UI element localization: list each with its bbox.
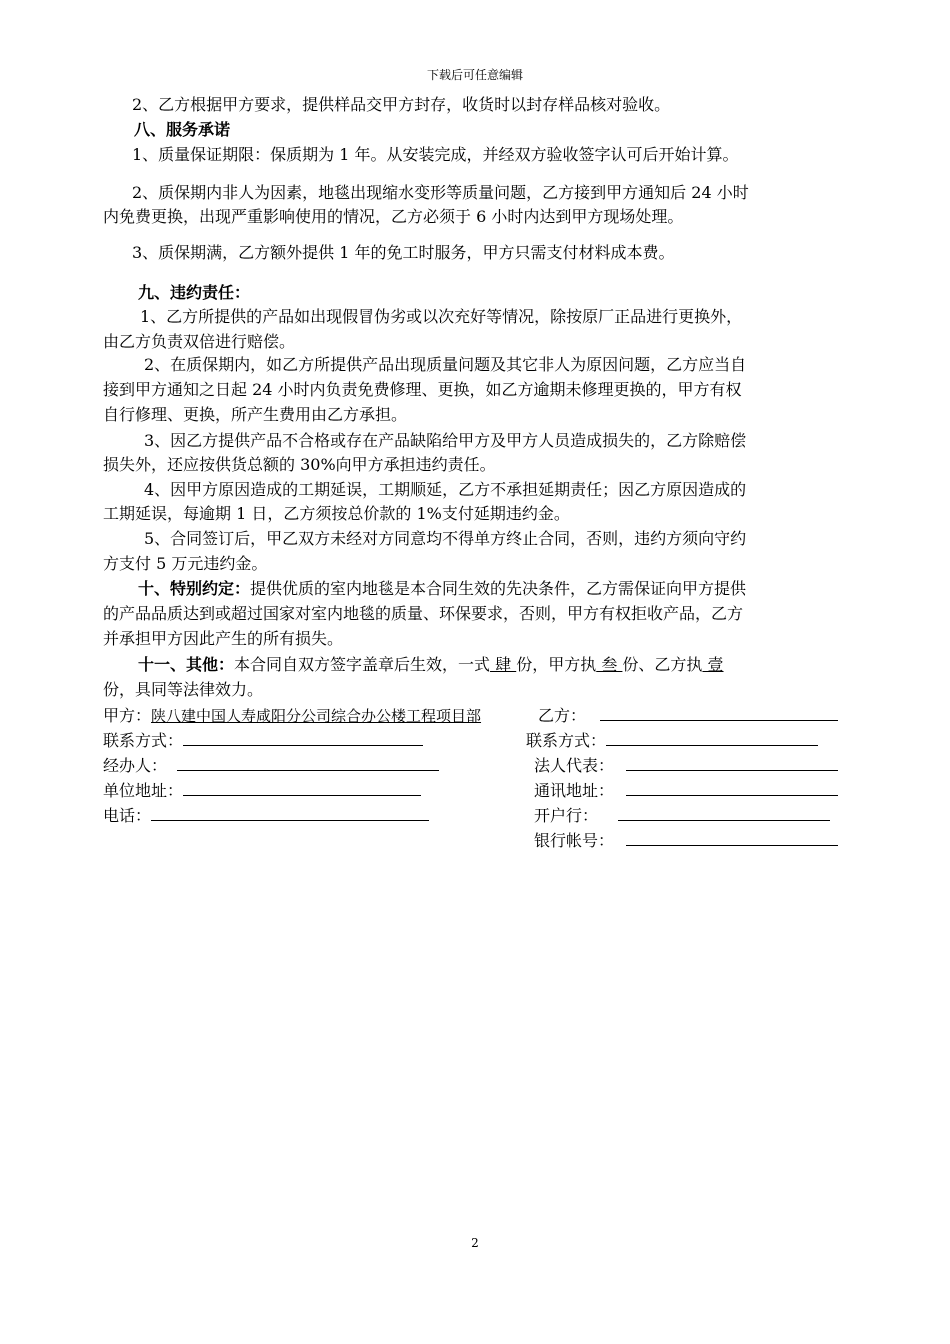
contact-a-label: 联系方式： [103, 731, 184, 750]
phone-label: 电话： [103, 806, 152, 825]
bank-row [534, 803, 830, 826]
clause-8-2-line2: 内免费更换，出现严重影响使用的情况，乙方必须于 6 小时内达到甲方现场处理。 [103, 207, 684, 226]
clause-8-1: 1、质量保证期限：保质期为 1 年。从安装完成，并经双方验收签字认可后开始计算。 [132, 145, 739, 164]
clause-9-1-line2: 由乙方负责双倍进行赔偿。 [103, 332, 296, 351]
clause-7-2: 2、乙方根据甲方要求，提供样品交甲方封存，收货时以封存样品核对验收。 [132, 95, 671, 114]
copies-party-b: 壹 [702, 655, 724, 674]
account-label: 银行帐号： [534, 831, 615, 850]
clause-8-3: 3、质保期满，乙方额外提供 1 年的免工时服务，甲方只需支付材料成本费。 [132, 243, 675, 262]
clause-9-5-line1: 5、合同签订后，甲乙双方未经对方同意均不得单方终止合同，否则，违约方须向守约 [144, 529, 747, 548]
section-9-title: 九、违约责任： [138, 283, 251, 302]
bank-field[interactable] [618, 806, 830, 821]
section-11-line2: 份，具同等法律效力。 [103, 680, 264, 699]
section-11-line1 [138, 652, 724, 675]
party-b-label: 乙方： [538, 706, 587, 725]
page-number: 2 [471, 1236, 479, 1250]
address-field[interactable] [183, 781, 421, 796]
clause-9-3-line1: 3、因乙方提供产品不合格或存在产品缺陷给甲方及甲方人员造成损失的，乙方除赔偿 [144, 431, 747, 450]
clause-9-4-line2: 工期延误，每逾期 1 日，乙方须按总价款的 1%支付延期违约金。 [103, 504, 570, 523]
legal-rep-row [534, 753, 838, 776]
phone-row [103, 803, 429, 826]
clause-9-2-line1: 2、在质保期内，如乙方所提供产品出现质量问题及其它非人为原因问题，乙方应当自 [144, 355, 747, 374]
clause-9-3-line2: 损失外，还应按供货总额的 30%向甲方承担违约责任。 [103, 455, 496, 474]
clause-9-4-line1: 4、因甲方原因造成的工期延误，工期顺延，乙方不承担延期责任；因乙方原因造成的 [144, 480, 747, 499]
contact-b-label: 联系方式： [526, 731, 607, 750]
party-a-name: 陕八建中国人寿咸阳分公司综合办公楼工程项目部 [151, 707, 482, 725]
account-row [534, 828, 838, 851]
phone-field[interactable] [151, 806, 429, 821]
section-10-line1 [138, 576, 746, 599]
clause-8-2-line1: 2、质保期内非人为因素，地毯出现缩水变形等质量问题，乙方接到甲方通知后 24 小时 [132, 183, 749, 202]
mail-address-field[interactable] [626, 781, 838, 796]
contact-b-row [526, 728, 818, 751]
clause-9-1-line1: 1、乙方所提供的产品如出现假冒伪劣或以次充好等情况，除按原厂正品进行更换外， [140, 307, 743, 326]
contact-a-field[interactable] [183, 731, 423, 746]
section-10-title: 十、特别约定： [138, 579, 251, 598]
party-b-field[interactable] [600, 706, 838, 721]
legal-rep-field[interactable] [626, 756, 838, 771]
contact-b-field[interactable] [606, 731, 818, 746]
section-11-text-a: 本合同自双方签字盖章后生效，一式 [234, 655, 491, 674]
section-10-line3: 并承担甲方因此产生的所有损失。 [103, 629, 344, 648]
agent-label: 经办人： [103, 756, 168, 775]
section-10-text: 提供优质的室内地毯是本合同生效的先决条件，乙方需保证向甲方提供 [250, 579, 747, 598]
contact-a-row [103, 728, 423, 751]
section-11-text-b: 份，甲方执 [516, 655, 597, 674]
agent-row [103, 753, 439, 776]
section-8-title: 八、服务承诺 [134, 120, 231, 139]
section-11-text-c: 份、乙方执 [622, 655, 703, 674]
clause-9-2-line2: 接到甲方通知之日起 24 小时内负责免费修理、更换，如乙方逾期未修理更换的，甲方有权 [103, 380, 742, 399]
agent-field[interactable] [177, 756, 439, 771]
section-11-title: 十一、其他： [138, 655, 235, 674]
mail-address-label: 通讯地址： [534, 781, 615, 800]
section-10-line2: 的产品品质达到或超过国家对室内地毯的质量、环保要求，否则，甲方有权拒收产品，乙方 [103, 604, 744, 623]
mail-address-row [534, 778, 838, 801]
party-b-row [538, 703, 838, 726]
clause-9-2-line3: 自行修理、更换，所产生费用由乙方承担。 [103, 405, 408, 424]
legal-rep-label: 法人代表： [534, 756, 615, 775]
bank-label: 开户行： [534, 806, 599, 825]
address-row [103, 778, 421, 801]
party-a-row [103, 703, 481, 726]
page-header: 下载后可任意编辑 [426, 68, 523, 82]
party-a-label: 甲方： [103, 706, 152, 725]
clause-9-5-line2: 方支付 5 万元违约金。 [103, 554, 268, 573]
account-field[interactable] [626, 831, 838, 846]
copies-total: 肆 [490, 655, 517, 674]
address-label: 单位地址： [103, 781, 184, 800]
copies-party-a: 叁 [596, 655, 623, 674]
